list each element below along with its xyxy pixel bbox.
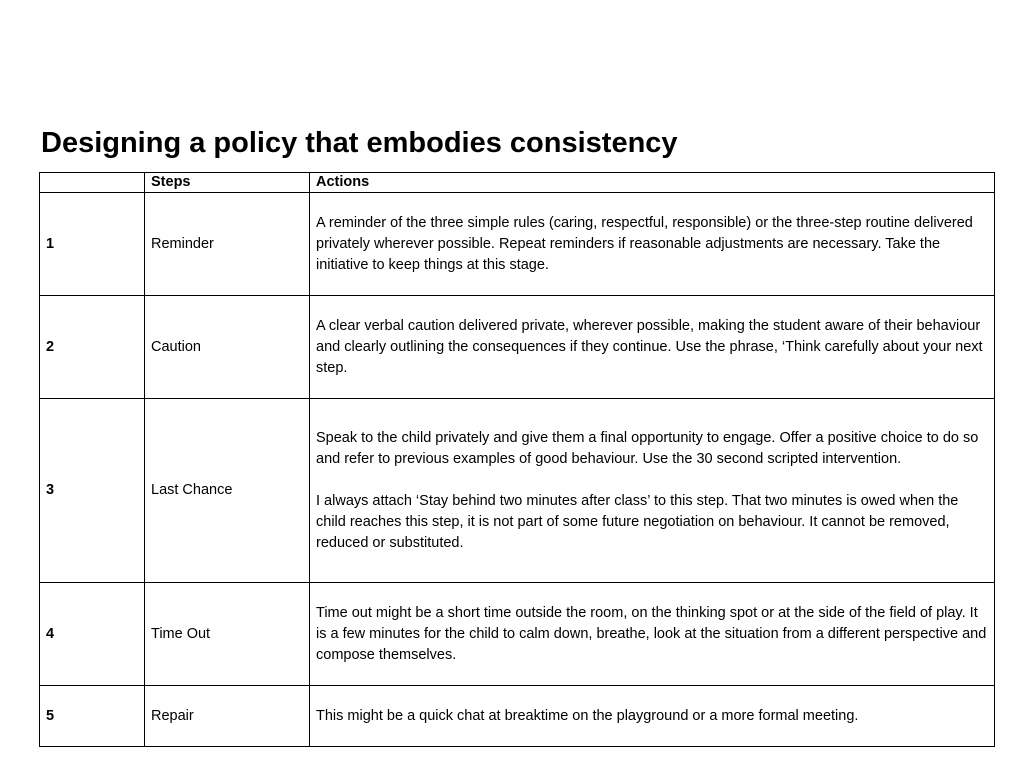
table-row — [40, 193, 995, 296]
step-name: Reminder — [145, 193, 310, 296]
action-paragraph: I always attach ‘Stay behind two minutes after class’ to this step. That two minutes is owed when the child reaches this step, it is not part of some future negotiation on behaviour. It cannot be removed, reduced or substituted. — [316, 492, 959, 551]
step-number: 2 — [40, 296, 145, 399]
action-paragraph: This might be a quick chat at breaktime on the playground or a more formal meeting. — [316, 707, 859, 724]
step-actions — [310, 193, 995, 296]
step-name: Caution — [145, 296, 310, 399]
step-name: Repair — [145, 686, 310, 747]
table-row — [40, 686, 995, 747]
step-actions — [310, 399, 995, 583]
step-name: Time Out — [145, 583, 310, 686]
table-row — [40, 399, 995, 583]
step-number: 1 — [40, 193, 145, 296]
step-number: 3 — [40, 399, 145, 583]
header-actions: Actions — [310, 173, 995, 193]
step-number: 5 — [40, 686, 145, 747]
action-paragraph: A clear verbal caution delivered private, wherever possible, making the student aware of their behaviour and clearly outlining the consequences if they continue. Use the phrase, ‘Think carefully about your next step. — [316, 317, 983, 376]
header-number — [40, 173, 145, 193]
action-paragraph: A reminder of the three simple rules (caring, respectful, responsible) or the three-step routine delivered privately wherever possible. Repeat reminders if reasonable adjustments are necessary. Take the initiative to keep things at this stage. — [316, 214, 973, 273]
table-row — [40, 583, 995, 686]
step-actions — [310, 296, 995, 399]
policy-table — [39, 172, 995, 747]
step-actions — [310, 686, 995, 747]
header-steps: Steps — [145, 173, 310, 193]
page-title: Designing a policy that embodies consistency — [41, 127, 678, 159]
table-header-row — [40, 173, 995, 193]
action-paragraph: Time out might be a short time outside the room, on the thinking spot or at the side of the field of play. It is a few minutes for the child to calm down, breathe, look at the situation from a different perspective and compose themselves. — [316, 604, 987, 663]
step-number: 4 — [40, 583, 145, 686]
step-actions — [310, 583, 995, 686]
step-name: Last Chance — [145, 399, 310, 583]
table-row — [40, 296, 995, 399]
action-paragraph: Speak to the child privately and give them a final opportunity to engage. Offer a positive choice to do so and refer to previous examples of good behaviour. Use the 30 second scripted intervention. — [316, 429, 979, 467]
